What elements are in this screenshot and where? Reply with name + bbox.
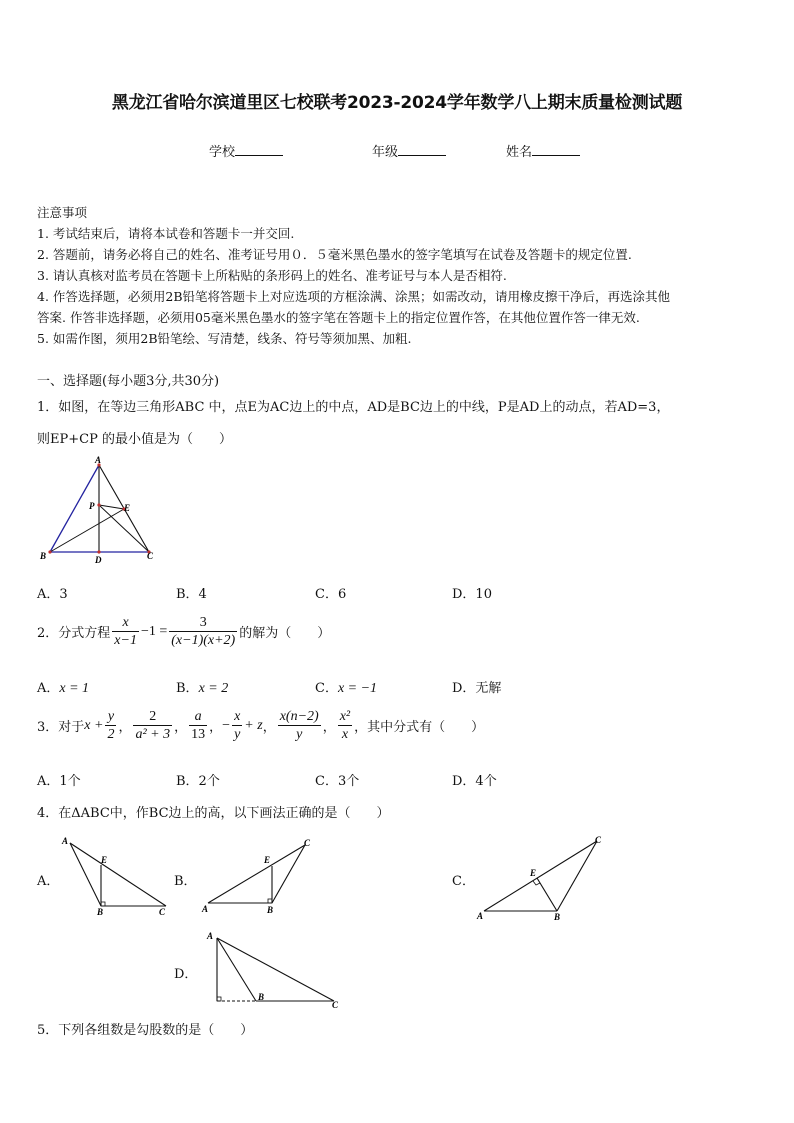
school-blank (235, 143, 283, 156)
q4d-label-a: A (207, 931, 214, 941)
q3-e6-den: x (341, 727, 349, 742)
q4a-label-e: E (101, 855, 108, 865)
school-field (209, 141, 283, 160)
q3-prefix: 3．对于 (37, 720, 85, 735)
q3-sep: ， (118, 720, 132, 735)
section-heading: 一、选择题(每小题3分,共30分) (37, 374, 220, 389)
school-label: 学校 (209, 145, 236, 160)
q3-option-a[interactable]: A．1个 (37, 774, 81, 789)
q4c-label-e: E (530, 868, 537, 878)
q3-expr6-fraction (338, 708, 352, 743)
q3-e5-num: x(n−2) (279, 709, 319, 724)
q2-option-d[interactable]: D．无解 (452, 681, 502, 696)
note-item: 2. 答题前，请务必将自己的姓名、准考证号用０．５毫米黑色墨水的签字笔填写在试卷及答题卡的规定位置. (37, 247, 632, 262)
q3-expr3-fraction (189, 708, 207, 743)
q4-figure-a (58, 833, 173, 917)
q5-stem: 5．下列各组数是勾股数的是（ ） (37, 1023, 254, 1038)
q4-option-c[interactable]: C． (452, 874, 475, 889)
q4b-label-e: E (264, 855, 271, 865)
q2-option-a-value: x = 1 (59, 681, 90, 696)
q1-stem-line1: 1．如图，在等边三角形ABC 中，点E为AC边上的中点，AD是BC边上的中线，P是AD上的动点，若AD=3， (37, 400, 670, 415)
q3-option-c[interactable]: C．3个 (315, 774, 360, 789)
q1-label-p: P (89, 501, 95, 511)
q2-lhs-rest: −1 = (140, 623, 168, 639)
q4b-label-b: B (267, 905, 274, 915)
q4c-label-a: A (477, 911, 484, 921)
q3-e3-num: a (189, 708, 207, 726)
q3-suffix: ，其中分式有（ ） (354, 720, 485, 735)
q4c-label-c: C (595, 835, 602, 845)
q3-e5-den: y (296, 727, 303, 742)
note-item: 3. 请认真核对监考员在答题卡上所粘贴的条形码上的姓名、准考证号与本人是否相符. (37, 268, 507, 283)
name-label: 姓名 (506, 145, 533, 160)
q2-lhs-fraction (112, 614, 139, 649)
q4a-label-b: B (97, 907, 104, 917)
q3-e4-den: y (234, 727, 241, 742)
q3-sep: ， (209, 720, 223, 735)
q4a-label-c: C (159, 907, 166, 917)
q3-e2-num: 2 (133, 708, 172, 726)
q3-e2-den: a² + 3 (135, 727, 171, 742)
q4b-label-a: A (202, 904, 209, 914)
q1-label-c: C (147, 551, 154, 561)
q3-sep: ， (174, 720, 188, 735)
q1-stem-line2: 则EP+CP 的最小值是为（ ） (37, 432, 232, 447)
note-item: 答案. 作答非选择题，必须用05毫米黑色墨水的签字笔在答题卡上的指定位置作答，在其他位置作答一律无效. (37, 310, 640, 325)
q3-option-b[interactable]: B．2个 (176, 774, 220, 789)
grade-field (372, 141, 446, 160)
q2-lhs-den: x−1 (114, 633, 137, 648)
name-field (506, 141, 580, 160)
q2-prefix: 2．分式方程 (37, 626, 111, 641)
q3-e1-den: 2 (107, 727, 115, 742)
q2-rhs-num: 3 (169, 614, 237, 632)
q3-sep: ， (322, 720, 336, 735)
q3-sep: ， (262, 720, 276, 735)
q3-expr4-fraction (232, 708, 242, 743)
q3-e4a: − (222, 717, 231, 733)
q3-e4-num: x (234, 709, 241, 724)
q1-label-d: D (95, 555, 102, 565)
q2-option-c-label: C． (315, 681, 338, 696)
q2-rhs-fraction (169, 614, 237, 649)
q3-e6-num: x² (339, 709, 351, 724)
grade-label: 年级 (372, 145, 399, 160)
q4a-label-a: A (62, 836, 69, 846)
q3-expr5-fraction (278, 708, 321, 743)
q2-option-b-value: x = 2 (198, 681, 229, 696)
q1-label-b: B (40, 551, 47, 561)
q4-figure-c (474, 833, 609, 921)
q1-label-a: A (95, 455, 102, 465)
q2-option-b[interactable] (176, 677, 228, 697)
q4-figure-d (200, 928, 345, 1010)
q4b-label-c: C (304, 838, 311, 848)
note-item: 5. 如需作图，须用2B铅笔绘、写清楚，线条、符号等须加黑、加粗. (37, 331, 412, 346)
q3-expr1-fraction (105, 708, 116, 743)
q1-label-e: E (124, 503, 131, 513)
q1-figure (36, 455, 166, 570)
notes-heading: 注意事项 (37, 205, 88, 220)
q2-option-a[interactable] (37, 677, 89, 697)
q3-e3-den: 13 (191, 727, 206, 742)
grade-blank (398, 143, 446, 156)
q4-stem: 4．在ΔABC中，作BC边上的高，以下画法正确的是（ ） (37, 806, 390, 821)
q3-option-d[interactable]: D．4个 (452, 774, 497, 789)
q3-e1a: x + (84, 717, 104, 733)
q1-option-c[interactable]: C．6 (315, 587, 347, 602)
note-item: 1. 考试结束后，请将本试卷和答题卡一并交回. (37, 226, 295, 241)
q2-lhs-num: x (112, 614, 139, 632)
q3-e4b: + z (244, 717, 263, 733)
note-item: 4. 作答选择题，必须用2B铅笔将答题卡上对应选项的方框涂满、涂黑；如需改动，请用橡皮擦干净后，再选涂其他 (37, 289, 671, 304)
q2-option-c-value: x = −1 (337, 681, 378, 696)
q3-stem (37, 708, 484, 743)
q4-option-d[interactable]: D． (174, 967, 198, 982)
q2-suffix: 的解为（ ） (239, 626, 331, 641)
q1-option-a[interactable]: A．3 (37, 587, 68, 602)
q4d-label-b: B (258, 992, 265, 1002)
q4-figure-b (198, 835, 318, 917)
q2-option-b-label: B． (176, 681, 199, 696)
q3-e1-num: y (105, 708, 116, 726)
q2-stem (37, 614, 330, 649)
name-blank (532, 143, 580, 156)
q2-option-a-label: A． (37, 681, 60, 696)
q1-option-b[interactable]: B．4 (176, 587, 207, 602)
q4-option-a[interactable]: A． (37, 874, 60, 889)
q4c-label-b: B (554, 912, 561, 921)
q4-option-b[interactable]: B． (174, 874, 197, 889)
q2-option-c[interactable] (315, 677, 377, 697)
q4d-label-c: C (332, 1000, 339, 1010)
q1-option-d[interactable]: D．10 (452, 587, 492, 602)
q2-rhs-den: (x−1)(x+2) (171, 633, 236, 648)
q3-expr2-fraction (133, 708, 172, 743)
page-title: 黑龙江省哈尔滨道里区七校联考2023-2024学年数学八上期末质量检测试题 (111, 93, 683, 113)
